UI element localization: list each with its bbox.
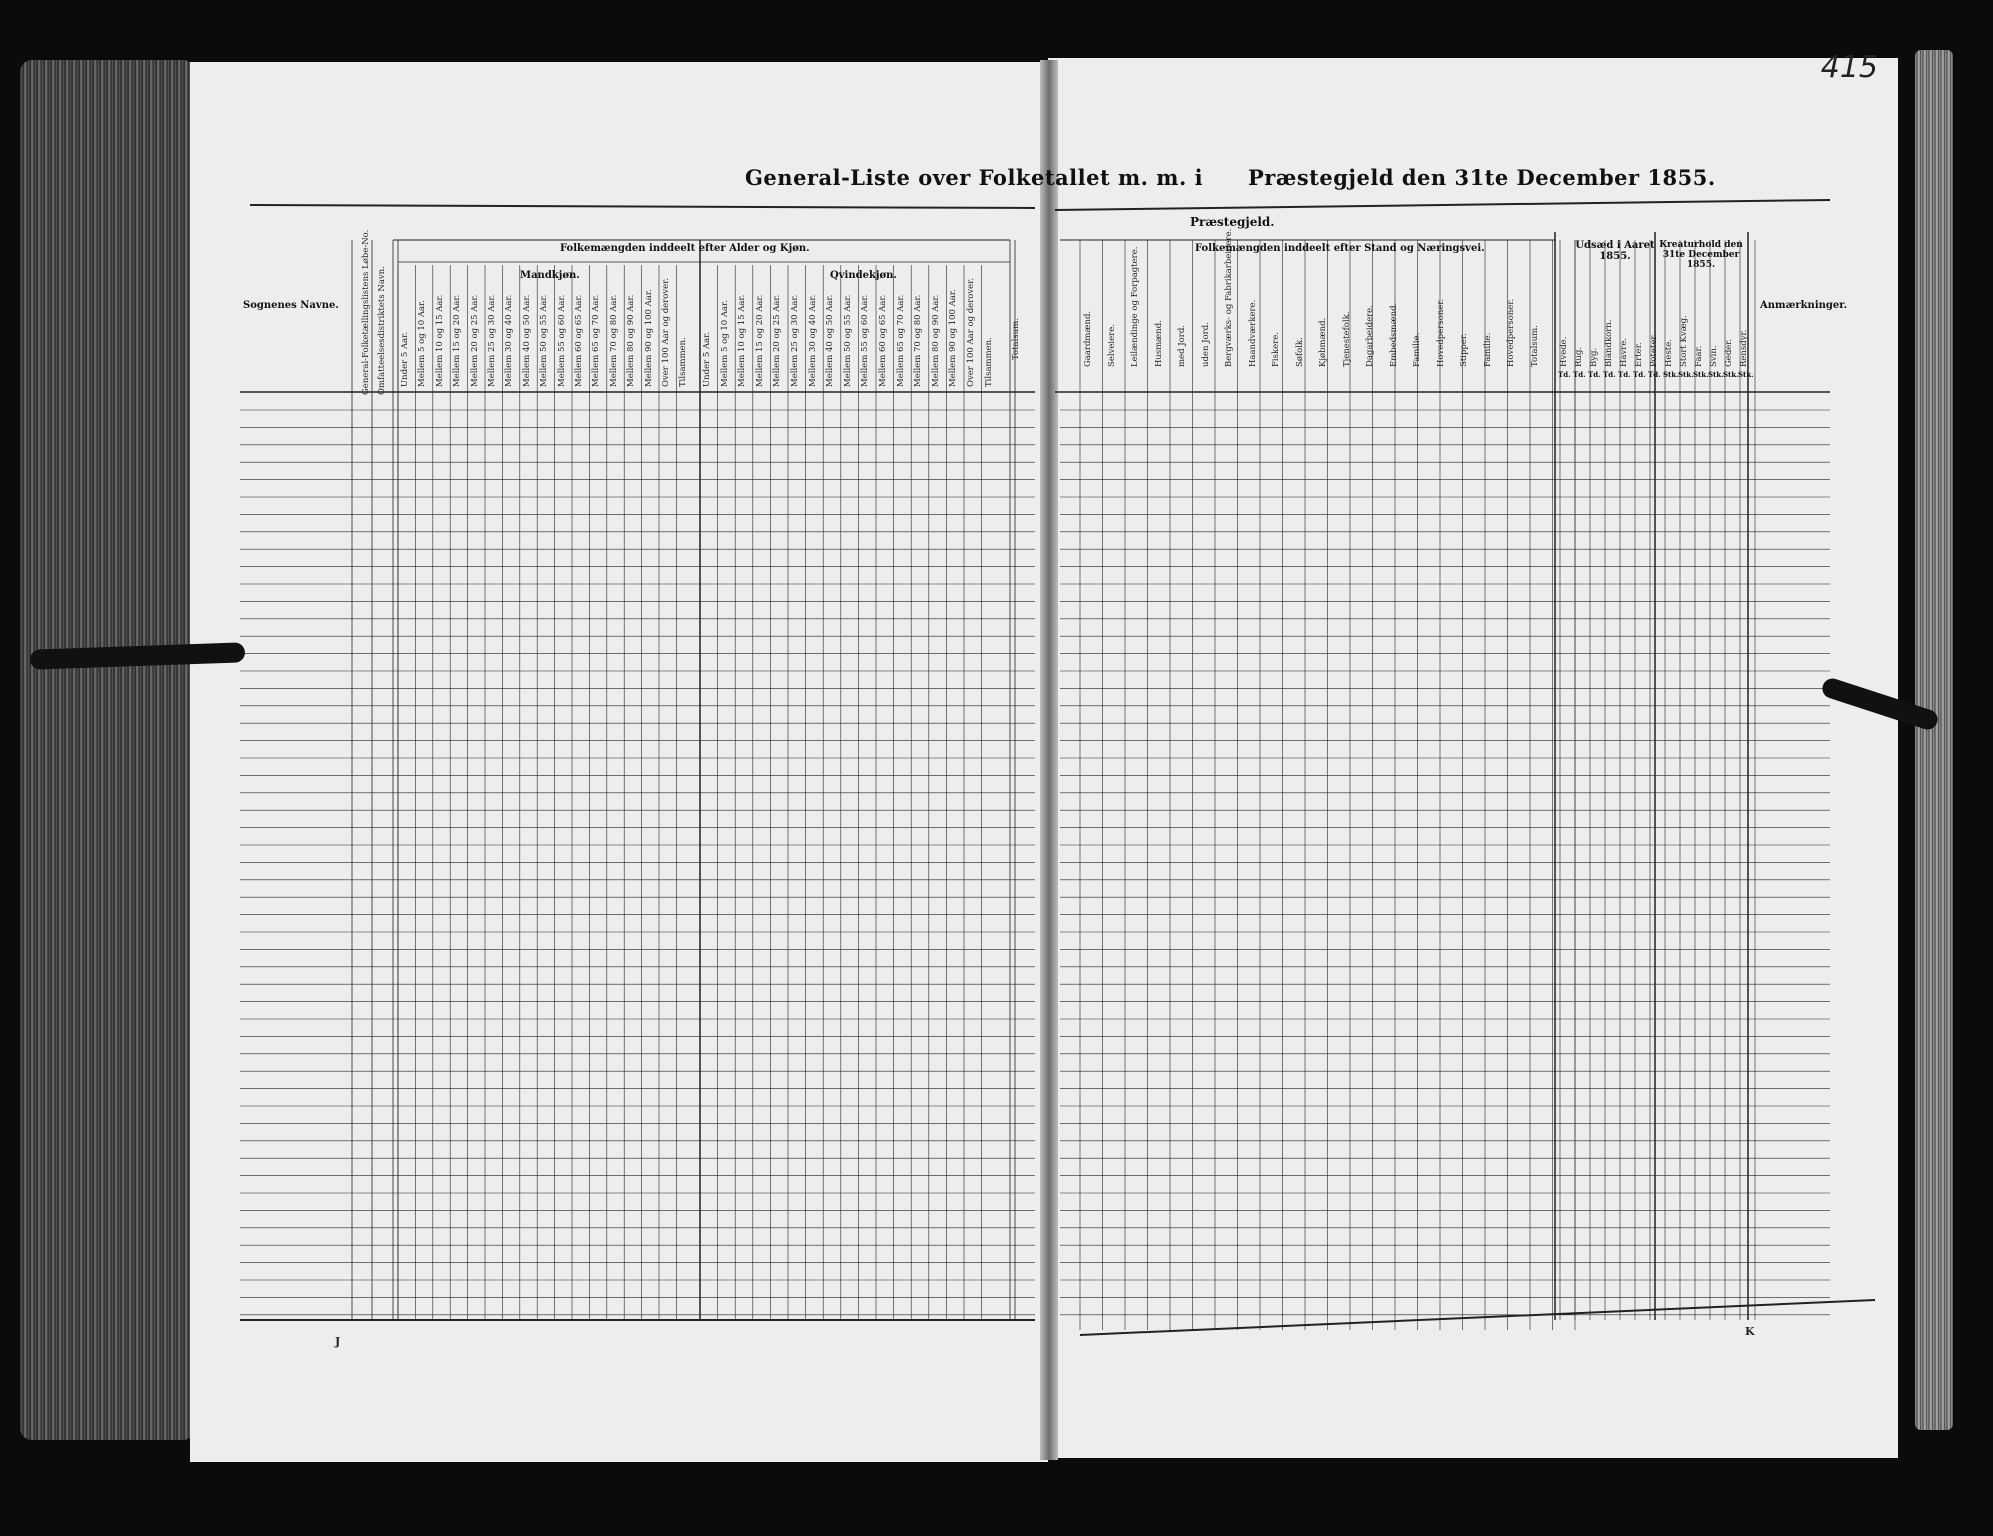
right-col-header: Geder. <box>1724 338 1734 367</box>
male-age-col-header: Mellem 20 og 25 Aar. <box>469 294 480 387</box>
female-age-col-header: Mellem 10 og 15 Aar. <box>737 294 748 387</box>
right-col-header: Byg. <box>1589 347 1599 367</box>
unit-label: Stk. <box>1693 370 1709 379</box>
left-group-heading: Folkemængden inddeelt efter Alder og Kjøn. <box>560 243 810 254</box>
female-age-col-header: Mellem 70 og 80 Aar. <box>913 294 924 387</box>
right-col-header: Tjenestefolk. <box>1341 311 1352 367</box>
female-age-col-header: Mellem 65 og 70 Aar. <box>895 294 906 387</box>
right-col-header: Søfolk. <box>1294 337 1305 367</box>
folio-number: 415 <box>1820 50 1878 85</box>
right-col-header: Fiskere. <box>1271 332 1281 367</box>
right-col-header: Hvede. <box>1559 336 1569 367</box>
female-age-col-header: Mellem 40 og 50 Aar. <box>825 294 836 387</box>
female-age-col-header: Mellem 90 og 100 Aar. <box>948 289 959 387</box>
male-age-col-header: Mellem 65 og 70 Aar. <box>591 294 602 387</box>
left-top-rule <box>250 205 1035 208</box>
right-signature: K <box>1745 1325 1755 1338</box>
male-age-col-header: Over 100 Aar og derover. <box>661 277 671 387</box>
right-col-header: Stort Kvæg. <box>1679 315 1689 367</box>
right-col-header: med Jord. <box>1177 325 1187 367</box>
male-age-col-header: Mellem 10 og 15 Aar. <box>434 294 445 387</box>
unit-label: Td. <box>1603 370 1616 379</box>
female-age-col-header: Mellem 60 og 65 Aar. <box>878 294 888 387</box>
male-age-col-header: Mellem 5 og 10 Aar. <box>417 300 428 387</box>
right-col-header: Havre. <box>1619 337 1629 367</box>
right-col-header: Blandkorn. <box>1604 319 1614 367</box>
male-heading: Mandkjøn. <box>520 270 580 281</box>
unit-label: Td. <box>1618 370 1631 379</box>
right-col-header: Familie. <box>1482 332 1493 367</box>
unit-label: Stk. <box>1663 370 1679 379</box>
female-age-col-header: Tilsammen. <box>983 337 994 387</box>
female-age-col-header: Mellem 50 og 55 Aar. <box>842 294 853 387</box>
kreatur-heading: Kreaturhold den 31te December 1855. <box>1659 240 1743 270</box>
right-col-header: Familie. <box>1412 332 1422 367</box>
right-col-header: Erter. <box>1634 342 1644 367</box>
male-age-col-header: Under 5 Aar. <box>400 331 410 387</box>
right-col-header: Kjøbmænd. <box>1318 317 1328 367</box>
right-page-title: Præstegjeld den 31te December 1855. <box>1248 165 1716 190</box>
female-age-col-header: Mellem 55 og 60 Aar. <box>860 294 871 387</box>
right-col-header: Dagarbeidere. <box>1365 305 1375 367</box>
male-age-col-header: Mellem 15 og 20 Aar. <box>452 294 463 387</box>
left-page-title: General-Liste over Folketallet m. m. i <box>745 165 1204 190</box>
female-age-col-header: Over 100 Aar og derover. <box>966 277 976 387</box>
right-col-header: Hovedpersoner. <box>1506 298 1516 367</box>
udsaed-heading: Udsæd i Aaret 1855. <box>1575 240 1655 262</box>
male-age-col-header: Tilsammen. <box>678 337 689 387</box>
right-col-header: Heste. <box>1664 339 1674 367</box>
male-age-col-header: Mellem 80 og 90 Aar. <box>626 294 637 387</box>
col-general-header: General-Folketællingslistens Løbe-No. <box>361 229 371 395</box>
right-group-heading: Folkemængden inddeelt efter Stand og Næringsvei. <box>1195 243 1485 254</box>
right-page-subtitle: Præstegjeld. <box>1190 215 1275 229</box>
female-age-col-header: Mellem 5 og 10 Aar. <box>719 300 730 387</box>
male-age-col-header: Mellem 50 og 55 Aar. <box>539 294 550 387</box>
unit-label: Stk. <box>1723 370 1739 379</box>
male-age-col-header: Mellem 30 og 40 Aar. <box>504 294 515 387</box>
male-age-col-header: Mellem 60 og 65 Aar. <box>574 294 584 387</box>
male-age-col-header: Mellem 90 og 100 Aar. <box>643 289 654 387</box>
right-col-header: Rensdyr. <box>1739 329 1749 367</box>
right-col-header: Gaardmænd. <box>1083 310 1093 367</box>
unit-label: Td. <box>1648 370 1661 379</box>
unit-label: Stk. <box>1678 370 1694 379</box>
right-col-header: Hovedpersoner. <box>1435 298 1446 367</box>
female-heading: Qvindekjøn. <box>830 270 897 281</box>
right-col-header: Faar. <box>1694 345 1704 367</box>
unit-label: Stk. <box>1738 370 1754 379</box>
female-age-col-header: Mellem 25 og 30 Aar. <box>790 294 800 387</box>
right-bottom-rule <box>1080 1300 1875 1335</box>
right-col-header: Stipper. <box>1459 333 1469 367</box>
female-age-col-header: Mellem 30 og 40 Aar. <box>807 294 818 387</box>
male-age-col-header: Mellem 40 og 50 Aar. <box>521 294 532 387</box>
right-col-header: Leilændinge og Forpagtere. <box>1130 246 1140 367</box>
unit-label: Td. <box>1558 370 1571 379</box>
unit-label: Td. <box>1573 370 1586 379</box>
right-top-rule <box>1055 200 1830 210</box>
female-age-col-header: Mellem 15 og 20 Aar. <box>754 294 765 387</box>
right-col-header: uden Jord. <box>1200 322 1211 367</box>
right-col-header: Svin. <box>1709 345 1719 367</box>
right-col-header: Poteter. <box>1649 333 1659 367</box>
unit-label: Stk. <box>1708 370 1724 379</box>
male-age-col-header: Mellem 70 og 80 Aar. <box>608 294 619 387</box>
right-col-header: Embedsmænd. <box>1388 302 1399 367</box>
grand-total-header: Totalsum. <box>1011 318 1021 360</box>
unit-label: Td. <box>1588 370 1601 379</box>
male-age-col-header: Mellem 55 og 60 Aar. <box>556 294 567 387</box>
right-col-header: Haandværkere. <box>1247 299 1258 367</box>
unit-label: Td. <box>1633 370 1646 379</box>
remarks-column-header: Anmærkninger. <box>1760 300 1848 311</box>
parish-column-header: Sognenes Navne. <box>243 300 339 311</box>
female-age-col-header: Mellem 20 og 25 Aar. <box>772 294 783 387</box>
col-district-header: Omfatteelsesdistriktets Navn. <box>377 266 387 395</box>
female-age-col-header: Under 5 Aar. <box>702 331 712 387</box>
right-col-header: Rug. <box>1574 346 1584 367</box>
left-signature: J <box>335 1335 341 1348</box>
right-col-header: Husmænd. <box>1153 320 1164 367</box>
right-col-header: Bergværks- og Fabrikarbeidere. <box>1224 228 1234 367</box>
right-col-header: Selveiere. <box>1106 324 1117 367</box>
female-age-col-header: Mellem 80 og 90 Aar. <box>930 294 941 387</box>
right-col-header: Totalsum. <box>1529 325 1540 367</box>
male-age-col-header: Mellem 25 og 30 Aar. <box>487 294 497 387</box>
